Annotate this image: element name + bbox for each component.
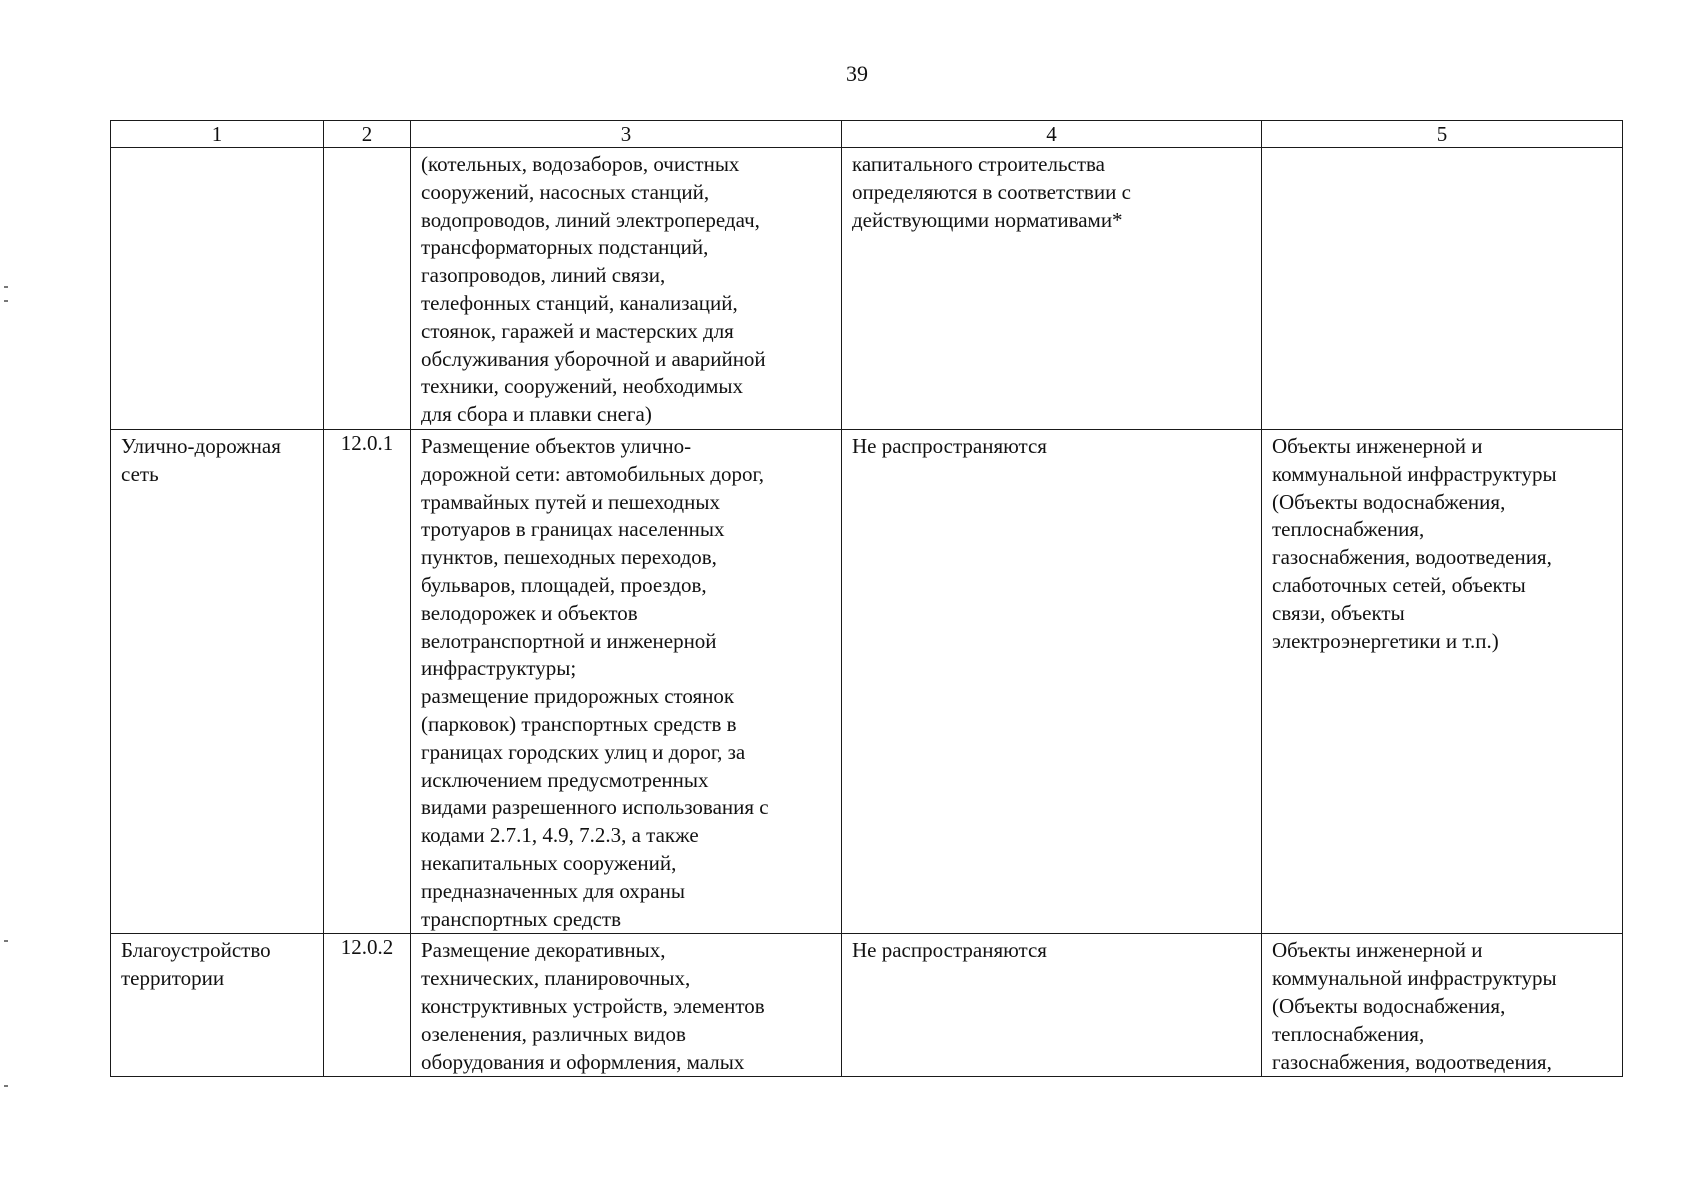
- description-line: оборудования и оформления, малых: [421, 1049, 745, 1074]
- auxiliary-use-line: слаботочных сетей, объекты: [1272, 572, 1526, 597]
- description-line: исключением предусмотренных: [421, 767, 709, 792]
- use-name-line: Благоустройство: [121, 938, 271, 963]
- auxiliary-use-line: связи, объекты: [1272, 600, 1405, 625]
- description-line: велодорожек и объектов: [421, 600, 638, 625]
- use-name-cell: [111, 934, 324, 1077]
- use-name-line: территории: [121, 966, 225, 991]
- description-line: трамвайных путей и пешеходных: [421, 489, 720, 514]
- column-header-4: 4: [842, 121, 1262, 148]
- land-use-table: [110, 120, 1623, 1077]
- description-line: велотранспортной и инженерной: [421, 628, 717, 653]
- description-line: конструктивных устройств, элементов: [421, 993, 765, 1018]
- description-line: (парковок) транспортных средств в: [421, 711, 737, 736]
- description-line: телефонных станций, канализаций,: [421, 290, 738, 315]
- description-line: (котельных, водозаборов, очистных: [421, 152, 740, 176]
- limits-cell: [842, 934, 1262, 1077]
- scan-mark: [4, 286, 8, 288]
- description-line: некапитальных сооружений,: [421, 850, 677, 875]
- description-line: стоянок, гаражей и мастерских для: [421, 318, 734, 343]
- description-line: бульваров, площадей, проездов,: [421, 572, 707, 597]
- description-line: кодами 2.7.1, 4.9, 7.2.3, а также: [421, 823, 699, 848]
- description-line: дорожной сети: автомобильных дорог,: [421, 461, 765, 486]
- auxiliary-use-line: (Объекты водоснабжения,: [1272, 993, 1506, 1018]
- description-line: инфраструктуры;: [421, 656, 577, 681]
- auxiliary-use-line: (Объекты водоснабжения,: [1272, 489, 1506, 514]
- description-line: техники, сооружений, необходимых: [421, 374, 744, 399]
- limits-cell: [842, 148, 1262, 430]
- limits-line: Не распространяются: [852, 434, 1047, 458]
- limits-line: действующими нормативами*: [852, 207, 1123, 232]
- description-line: границах городских улиц и дорог, за: [421, 739, 746, 764]
- auxiliary-use-cell: [1262, 430, 1623, 934]
- auxiliary-use-line: теплоснабжения,: [1272, 517, 1425, 542]
- use-code-cell: 12.0.1: [324, 430, 411, 934]
- description-line: обслуживания уборочной и аварийной: [421, 346, 766, 371]
- use-name-line: Улично-дорожная: [121, 434, 281, 458]
- column-header-3: 3: [411, 121, 842, 148]
- use-code-cell: 12.0.2: [324, 934, 411, 1077]
- scan-mark: [4, 1085, 8, 1087]
- table-row: [111, 934, 1623, 1077]
- limits-line: определяются в соответствии с: [852, 179, 1131, 204]
- column-header-1: 1: [111, 121, 324, 148]
- description-line: тротуаров в границах населенных: [421, 517, 725, 542]
- description-line: технических, планировочных,: [421, 966, 691, 991]
- use-name-line: сеть: [121, 461, 159, 486]
- scan-mark: [4, 940, 8, 942]
- table-row: [111, 148, 1623, 430]
- description-line: водопроводов, линий электропередач,: [421, 207, 760, 232]
- description-line: Размещение объектов улично-: [421, 434, 692, 458]
- auxiliary-use-line: газоснабжения, водоотведения,: [1272, 545, 1552, 570]
- auxiliary-use-cell: [1262, 148, 1623, 430]
- description-line: пунктов, пешеходных переходов,: [421, 545, 717, 570]
- description-line: видами разрешенного использования с: [421, 795, 769, 820]
- description-line: предназначенных для охраны: [421, 878, 685, 903]
- description-cell: [411, 148, 842, 430]
- auxiliary-use-line: электроэнергетики и т.п.): [1272, 628, 1499, 653]
- auxiliary-use-line: Объекты инженерной и: [1272, 434, 1483, 458]
- limits-line: капитального строительства: [852, 152, 1105, 176]
- auxiliary-use-line: газоснабжения, водоотведения,: [1272, 1049, 1552, 1074]
- auxiliary-use-line: теплоснабжения,: [1272, 1021, 1425, 1046]
- use-name-cell: [111, 430, 324, 934]
- description-line: сооружений, насосных станций,: [421, 179, 710, 204]
- limits-cell: [842, 430, 1262, 934]
- use-name-cell: [111, 148, 324, 430]
- description-line: Размещение декоративных,: [421, 938, 666, 963]
- auxiliary-use-line: Объекты инженерной и: [1272, 938, 1483, 963]
- auxiliary-use-line: коммунальной инфраструктуры: [1272, 461, 1557, 486]
- column-header-5: 5: [1262, 121, 1623, 148]
- description-cell: [411, 934, 842, 1077]
- description-line: для сбора и плавки снега): [421, 402, 652, 427]
- description-line: газопроводов, линий связи,: [421, 263, 666, 288]
- description-line: трансформаторных подстанций,: [421, 235, 709, 260]
- description-line: транспортных средств: [421, 906, 622, 931]
- table-row: [111, 430, 1623, 934]
- use-code-cell: [324, 148, 411, 430]
- limits-line: Не распространяются: [852, 938, 1047, 963]
- description-line: размещение придорожных стоянок: [421, 684, 735, 709]
- column-header-2: 2: [324, 121, 411, 148]
- page-number: 39: [846, 61, 868, 86]
- scan-mark: [4, 300, 8, 302]
- description-cell: [411, 430, 842, 934]
- table-header-row: [111, 121, 1623, 148]
- auxiliary-use-line: коммунальной инфраструктуры: [1272, 966, 1557, 991]
- auxiliary-use-cell: [1262, 934, 1623, 1077]
- description-line: озеленения, различных видов: [421, 1021, 686, 1046]
